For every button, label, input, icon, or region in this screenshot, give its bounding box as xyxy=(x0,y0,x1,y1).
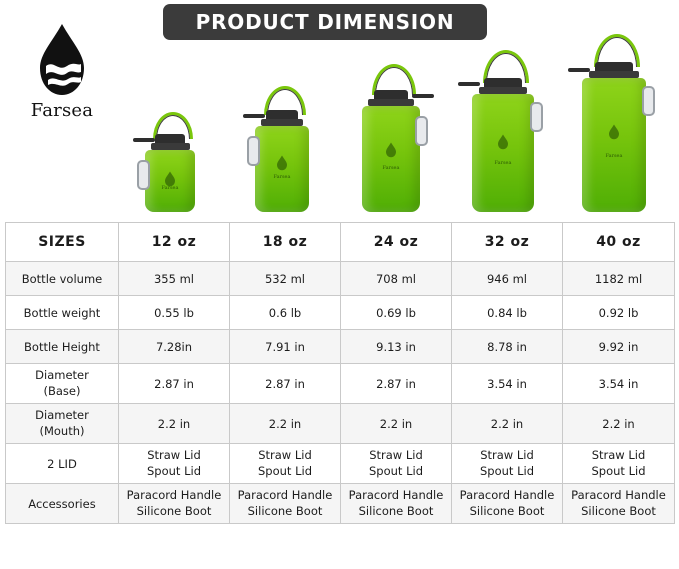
header-col-24oz: 24 oz xyxy=(341,223,452,262)
cell-diameter-mouth-12oz: 2.2 in xyxy=(119,404,230,444)
cell-lid-12oz-line2: Spout Lid xyxy=(147,463,201,478)
bottle-collar xyxy=(368,99,413,106)
straw-lid-icon xyxy=(133,138,155,142)
cell-diameter-base-12oz: 2.87 in xyxy=(119,364,230,404)
cell-lid-24oz-line2: Spout Lid xyxy=(369,463,423,478)
row-label-diameter-base-line2: (Base) xyxy=(43,383,81,398)
table-row xyxy=(6,404,675,444)
carabiner-clip-icon xyxy=(247,136,260,166)
cell-accessories-12oz-line1: Paracord Handle xyxy=(126,488,222,503)
cell-lid-18oz-line2: Spout Lid xyxy=(258,463,312,478)
bottle-logo-icon xyxy=(497,134,509,150)
cell-height-32oz: 8.78 in xyxy=(452,330,563,364)
bottle-brand-text: Farsea xyxy=(273,174,291,181)
row-label-bottle-volume: Bottle volume xyxy=(6,262,119,296)
cell-accessories-40oz xyxy=(563,484,675,524)
table-row xyxy=(6,484,675,524)
cell-diameter-mouth-32oz: 2.2 in xyxy=(452,404,563,444)
cell-weight-32oz: 0.84 lb xyxy=(452,296,563,330)
cell-height-40oz: 9.92 in xyxy=(563,330,675,364)
cell-lid-40oz-line1: Straw Lid xyxy=(591,448,646,463)
cell-lid-18oz-line1: Straw Lid xyxy=(258,448,312,463)
bottle-logo-icon xyxy=(385,142,397,158)
cell-accessories-18oz-line2: Silicone Boot xyxy=(247,503,323,518)
cell-volume-24oz: 708 ml xyxy=(341,262,452,296)
cell-weight-24oz: 0.69 lb xyxy=(341,296,452,330)
bottle-collar xyxy=(589,71,639,78)
cell-height-24oz: 9.13 in xyxy=(341,330,452,364)
table-row xyxy=(6,262,675,296)
bottle-18oz xyxy=(255,110,309,220)
header-sizes: SIZES xyxy=(6,223,119,262)
bottle-32oz xyxy=(472,78,534,220)
bottle-collar xyxy=(261,119,303,126)
bottle-24oz xyxy=(362,90,420,220)
cell-diameter-mouth-18oz: 2.2 in xyxy=(230,404,341,444)
brand-logo xyxy=(14,22,110,132)
row-label-accessories: Accessories xyxy=(6,484,119,524)
table-row xyxy=(6,330,675,364)
cell-accessories-40oz-line1: Paracord Handle xyxy=(571,488,666,503)
table-row xyxy=(6,296,675,330)
straw-lid-icon xyxy=(458,82,480,86)
bottle-brand-text: Farsea xyxy=(382,165,400,172)
header-col-32oz: 32 oz xyxy=(452,223,563,262)
header-col-18oz: 18 oz xyxy=(230,223,341,262)
cell-accessories-32oz xyxy=(452,484,563,524)
cell-lid-32oz-line1: Straw Lid xyxy=(480,448,534,463)
cell-height-18oz: 7.91 in xyxy=(230,330,341,364)
table-row xyxy=(6,364,675,404)
carabiner-clip-icon xyxy=(642,86,655,116)
cell-diameter-mouth-40oz: 2.2 in xyxy=(563,404,675,444)
cell-diameter-base-18oz: 2.87 in xyxy=(230,364,341,404)
cell-accessories-12oz-line2: Silicone Boot xyxy=(136,503,212,518)
row-label-diameter-mouth-line2: (Mouth) xyxy=(39,423,85,438)
bottle-collar xyxy=(151,143,190,150)
cell-accessories-24oz-line2: Silicone Boot xyxy=(358,503,434,518)
cell-lid-12oz-line1: Straw Lid xyxy=(147,448,201,463)
specification-table xyxy=(5,222,675,524)
cell-weight-40oz: 0.92 lb xyxy=(563,296,675,330)
cell-accessories-12oz xyxy=(119,484,230,524)
carabiner-clip-icon xyxy=(530,102,543,132)
bottle-body xyxy=(472,94,534,212)
cell-accessories-24oz-line1: Paracord Handle xyxy=(348,488,444,503)
cell-accessories-18oz-line1: Paracord Handle xyxy=(237,488,333,503)
carabiner-clip-icon xyxy=(137,160,150,190)
cell-diameter-mouth-24oz: 2.2 in xyxy=(341,404,452,444)
straw-lid-icon xyxy=(243,114,265,118)
bottle-logo-icon xyxy=(608,124,620,140)
header-col-40oz: 40 oz xyxy=(563,223,675,262)
bottle-body xyxy=(362,106,420,212)
bottle-brand-text: Farsea xyxy=(605,153,623,160)
bottle-collar xyxy=(479,87,527,94)
cell-accessories-32oz-line2: Silicone Boot xyxy=(469,503,545,518)
cell-volume-18oz: 532 ml xyxy=(230,262,341,296)
bottle-logo-icon xyxy=(276,155,288,171)
header-col-12oz: 12 oz xyxy=(119,223,230,262)
table-header-row xyxy=(6,223,675,262)
cell-lid-32oz xyxy=(452,444,563,484)
row-label-diameter-base-line1: Diameter xyxy=(35,368,89,382)
straw-lid-icon xyxy=(412,94,434,98)
cell-lid-24oz-line1: Straw Lid xyxy=(369,448,423,463)
cell-weight-18oz: 0.6 lb xyxy=(230,296,341,330)
straw-lid-icon xyxy=(568,68,590,72)
cell-volume-40oz: 1182 ml xyxy=(563,262,675,296)
cell-lid-12oz xyxy=(119,444,230,484)
cell-diameter-base-32oz: 3.54 in xyxy=(452,364,563,404)
page-title: PRODUCT DIMENSION xyxy=(195,10,455,34)
cell-weight-12oz: 0.55 lb xyxy=(119,296,230,330)
bottle-40oz xyxy=(582,62,646,220)
bottle-12oz xyxy=(145,134,195,220)
row-label-bottle-weight: Bottle weight xyxy=(6,296,119,330)
cell-lid-32oz-line2: Spout Lid xyxy=(480,463,534,478)
cell-accessories-24oz xyxy=(341,484,452,524)
row-label-diameter-mouth xyxy=(6,404,119,444)
bottle-body xyxy=(145,150,195,212)
cell-accessories-40oz-line2: Silicone Boot xyxy=(581,503,656,518)
brand-name: Farsea xyxy=(30,100,94,121)
table-row xyxy=(6,444,675,484)
bottle-brand-text: Farsea xyxy=(161,184,179,191)
row-label-2-lid: 2 LID xyxy=(6,444,119,484)
cell-accessories-18oz xyxy=(230,484,341,524)
bottle-body xyxy=(582,78,646,212)
cell-lid-18oz xyxy=(230,444,341,484)
cell-height-12oz: 7.28in xyxy=(119,330,230,364)
water-drop-wave-logo-icon xyxy=(34,22,90,98)
row-label-diameter-base xyxy=(6,364,119,404)
bottle-brand-text: Farsea xyxy=(494,160,512,167)
cell-lid-40oz xyxy=(563,444,675,484)
cell-lid-24oz xyxy=(341,444,452,484)
bottle-lineup xyxy=(110,44,670,220)
cell-lid-40oz-line2: Spout Lid xyxy=(591,463,646,478)
cell-volume-32oz: 946 ml xyxy=(452,262,563,296)
bottle-body xyxy=(255,126,309,212)
header-banner xyxy=(163,4,487,40)
cell-accessories-32oz-line1: Paracord Handle xyxy=(459,488,555,503)
carabiner-clip-icon xyxy=(415,116,428,146)
cell-volume-12oz: 355 ml xyxy=(119,262,230,296)
row-label-diameter-mouth-line1: Diameter xyxy=(35,408,89,423)
row-label-bottle-height: Bottle Height xyxy=(6,330,119,364)
cell-diameter-base-24oz: 2.87 in xyxy=(341,364,452,404)
cell-diameter-base-40oz: 3.54 in xyxy=(563,364,675,404)
